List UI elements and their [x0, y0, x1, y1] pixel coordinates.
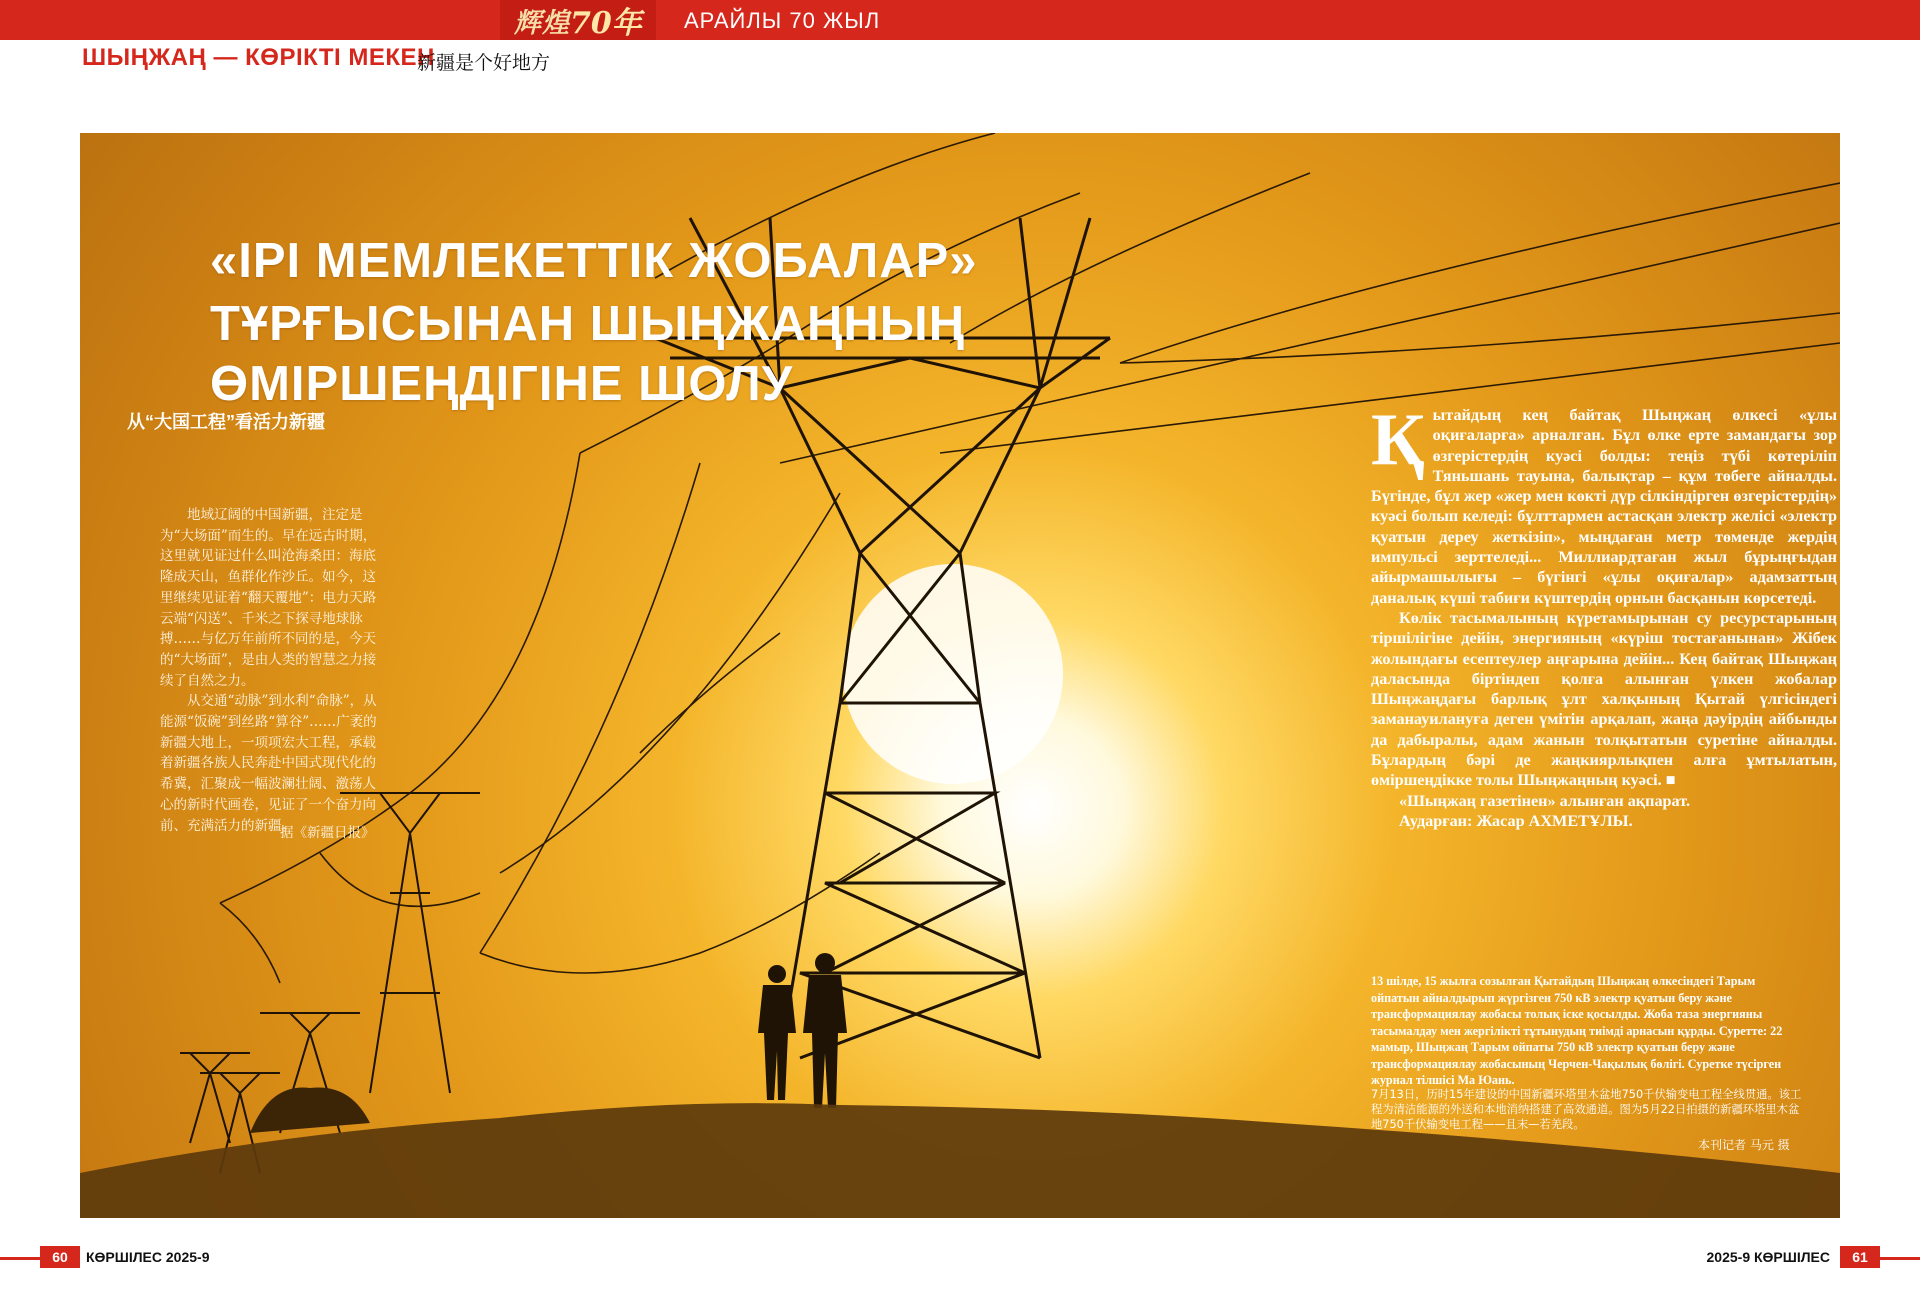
banner-label: АРАЙЛЫ 70 ЖЫЛ — [684, 8, 881, 33]
headline-line-1: «ІРІ МЕМЛЕКЕТТІК ЖОБАЛАР» — [210, 234, 978, 288]
section-title: ШЫҢЖАҢ — КӨРІКТІ МЕКЕН — [82, 44, 435, 71]
photo-credit: 本刊记者 马元 摄 — [1698, 1138, 1790, 1152]
page-number-left: 60 — [40, 1246, 80, 1268]
cn-paragraph: 从交通“动脉”到水利“命脉”，从能源“饭碗”到丝路“算谷”……广袤的新疆大地上，一项项宏大工程，承载着新疆各族人民奔赴中国式现代化的希冀，汇聚成一幅波澜壮阔、激荡人心的新时代画卷，见证了一个奋力向前、充满活力的新疆。 — [160, 693, 377, 834]
photo-caption-kz: 13 шілде, 15 жылға созылған Қытайдың Шыңжаң өлкесіндегі Тарым ойпатын айналдырып жүргізген 750 кВ электр қуатын беру және трансформациялау жобасы толық іске қосылды. Жоба таза энергияны тасымалдау мен жергілікті тұтынудың тиімді арнасын құрды. Суретте: 22 мамыр, Шыңжаң Тарым ойпаты 750 кВ электр қуатын беру және трансформациялау жобасының Черчен-Чақылық бөлігі. Суретке түсірген журнал тілшісі Ма Юань. — [1371, 974, 1783, 1087]
drop-cap: Қ — [1371, 399, 1425, 481]
bush-silhouette — [250, 1087, 370, 1133]
feature-photo — [80, 133, 1840, 1218]
workers-silhouette — [758, 953, 847, 1108]
top-banner — [0, 0, 1920, 40]
sun — [843, 564, 1063, 784]
headline-line-2: ТҰРҒЫСЫНАН ШЫҢЖАҢНЫҢ — [210, 297, 966, 351]
banner-cn-number: 70年 — [570, 6, 642, 41]
photo-caption-cn: 7月13日，历时15年建设的中国新疆环塔里木盆地750千伏输变电工程全线贯通。该工程为清洁能源的外送和本地消纳搭建了高效通道。图为5月22日拍摄的新疆环塔里木盆地750千伏输变电工程——且末—若羌段。 — [1371, 1088, 1802, 1131]
article-body-kz — [1371, 399, 1837, 831]
article-body-cn — [160, 505, 380, 836]
anniversary-logo — [500, 0, 656, 40]
footer-text-right: 2025-9 КӨРШІЛЕС — [1706, 1249, 1830, 1265]
section-title-cn: 新疆是个好地方 — [417, 53, 551, 74]
article-source-cn: 据《新疆日报》 — [280, 825, 375, 841]
kz-paragraph: ытайдың кең байтақ Шыңжаң өлкесі «ұлы оқиғаларға» арналған. Бұл өлке ерте замандағы зор өзгерістердің куәсі болды: теңіз түбі көтеріліп Тяньшань тауына, балықтар – құм төбеге айналды. Бүгінде, бұл жер «жер мен көкті дүр сілкіндірген өзгерістердің» куәсі болып келеді: бұлттармен астасқан электр желісі «электр қуатын дереу жеткізіп», мыңдаған метр төменде жердің импульсі зерттеледі... Миллиардтаған жыл бұрыңғыдан айырмашылығы – бүгінгі «ұлы оқиғалар» адамзаттың даналық күші табиғи күштердің орнын басқанын көрсетеді. — [1371, 406, 1837, 607]
footer-rule-left — [0, 1257, 40, 1260]
headline-line-3: ӨМІРШЕҢДІГІНЕ ШОЛУ — [210, 357, 794, 411]
headline-subtitle-cn: 从“大国工程”看活力新疆 — [127, 412, 325, 432]
kz-paragraph: Көлік тасымалының күретамырынан су ресурстарының тіршілігіне дейін, энергияның «күріш тостағанынан» Жібек жолындағы есептеулер аңғарына дейін... Кең байтақ Шыңжаң даласында біртіндеп қолға алынған үлкен жобалар Шыңжаңдағы барлық ұлт халқының Қытай үлгісіндегі заманауилануға деген үмітін арқалап, жаңа дәуірдің айбынды да дабыралы, адам жанын толқытатын суретіне айналды. Бұлардың бәрі де жаңкиярлықпен алға ұмтылатын, өміршеңдікке толы Шыңжаңның куәсі. ■ — [1371, 608, 1837, 790]
footer-text-left: КӨРШІЛЕС 2025-9 — [86, 1249, 210, 1265]
footer-rule-right — [1880, 1257, 1920, 1260]
kz-source: «Шыңжаң газетінен» алынған ақпарат. — [1399, 791, 1691, 810]
cn-paragraph: 地域辽阔的中国新疆，注定是为“大场面”而生的。早在远古时期，这里就见证过什么叫沧海桑田：海底隆成天山，鱼群化作沙丘。如今，这里继续见证着“翻天覆地”：电力天路云端“闪送”、千米之下探寻地球脉搏……与亿万年前所不同的是，今天的“大场面”，是由人类的智慧之力接续了自然之力。 — [160, 507, 377, 689]
kz-translator: Аударған: Жасар АХМЕТҰЛЫ. — [1399, 811, 1633, 830]
banner-cn-title: 辉煌 — [514, 7, 570, 39]
page-number-right: 61 — [1840, 1246, 1880, 1268]
